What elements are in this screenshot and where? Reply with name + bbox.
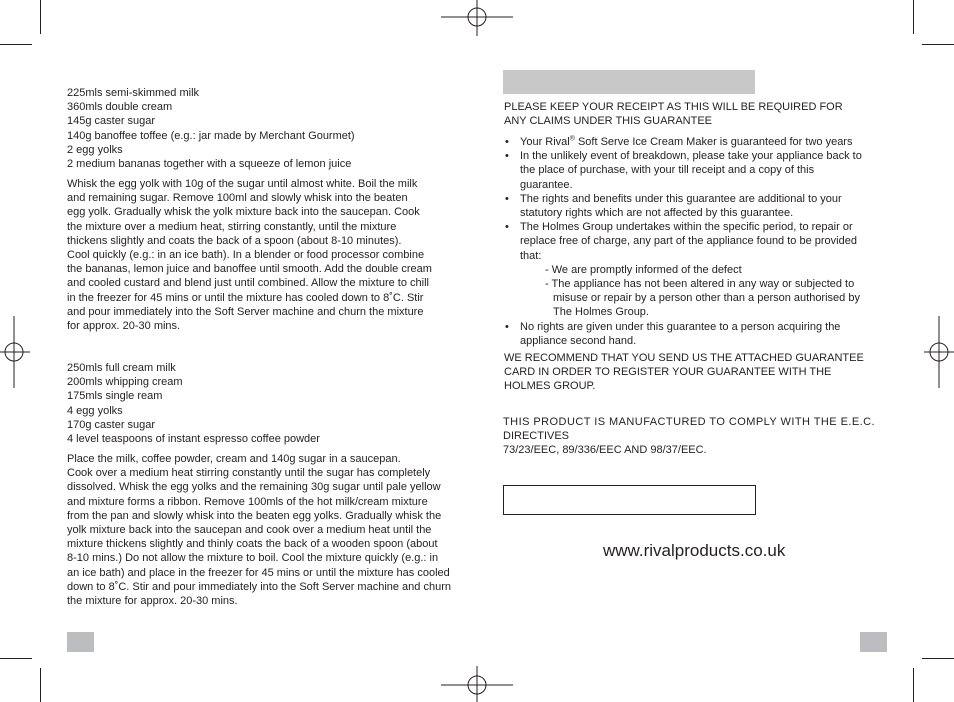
bullet-item: • The Holmes Group undertakes within the specific period, to repair or replace free of charge, any part of the appliance found to be provided that: - We are promptly informed of the defect - The appliance has not been altered in any way or subjected to misuse or repair by a person other than a person authorised by The Holmes Group. xyxy=(505,221,860,319)
registration-mark-bottom xyxy=(441,666,513,702)
condition-item: - We are promptly informed of the defect xyxy=(545,263,742,276)
empty-box xyxy=(503,485,756,515)
notice-line: DIRECTIVES xyxy=(503,430,570,443)
registration-mark-top xyxy=(441,0,513,40)
method-paragraph-2 xyxy=(67,452,451,608)
condition-item: misuse or repair by a person other than a person authorised by xyxy=(553,292,860,305)
method-paragraph-1 xyxy=(67,177,432,333)
bullet-mark: • xyxy=(505,221,509,234)
registration-mark-left xyxy=(0,316,30,388)
ingredient-item: 2 egg yolks xyxy=(67,143,123,156)
method-line: and pour immediately into the Soft Server machine and churn the mixture xyxy=(67,305,424,318)
ingredient-item: 200mls whipping cream xyxy=(67,376,183,389)
notice-line: WE RECOMMEND THAT YOU SEND US THE ATTACHED GUARANTEE xyxy=(504,352,864,364)
notice-line: ANY CLAIMS UNDER THIS GUARANTEE xyxy=(504,115,713,128)
notice-line: 73/23/EEC, 89/336/EEC AND 98/37/EEC. xyxy=(503,444,707,457)
method-line: down to 8˚C. Stir and pour immediately into the Soft Server machine and churn xyxy=(67,580,451,593)
notice-line: THIS PRODUCT IS MANUFACTURED TO COMPLY WITH THE E.E.C. xyxy=(503,416,876,428)
recommend-notice xyxy=(504,351,864,394)
ingredient-item: 170g caster sugar xyxy=(67,418,156,431)
notice-line: HOLMES GROUP. xyxy=(504,380,596,393)
method-line: mixture thickens slightly and thinly coats the back of a wooden spoon (about xyxy=(67,538,438,551)
ingredient-item: 140g banoffee toffee (e.g.: jar made by Merchant Gourmet) xyxy=(67,129,355,142)
bullet-item: • No rights are given under this guarantee to a person acquiring the appliance second hand. xyxy=(505,320,841,347)
guarantee-terms xyxy=(503,135,862,348)
method-line: yolk mixture back into the saucepan and cook over a medium heat until the xyxy=(67,524,432,537)
method-line: for approx. 20-30 mins. xyxy=(67,320,181,333)
page-number-tab-left xyxy=(67,632,94,652)
bullet-item: • In the unlikely event of breakdown, please take your appliance back to the place of purchase, with your till receipt and a copy of this guarantee. xyxy=(505,150,862,191)
ingredient-item: 2 medium bananas together with a squeeze of lemon juice xyxy=(67,158,352,171)
method-line: the mixture over a medium heat, stirring constantly, until the mixture xyxy=(67,220,397,233)
method-line: Cool quickly (e.g.: in an ice bath). In a blender or food processor combine xyxy=(67,249,425,262)
ingredient-item: 250mls full cream milk xyxy=(67,362,176,374)
notice-line: PLEASE KEEP YOUR RECEIPT AS THIS WILL BE REQUIRED FOR xyxy=(504,101,843,113)
method-line: 8-10 mins.) Do not allow the mixture to boil. Cool the mixture quickly (e.g.: in xyxy=(67,552,439,565)
bullet-mark: • xyxy=(505,320,509,333)
ingredient-item: 145g caster sugar xyxy=(67,115,156,128)
ingredient-item: 225mls semi-skimmed milk xyxy=(67,87,200,99)
method-line: egg yolk. Gradually whisk the yolk mixture back into the saucepan. Cook xyxy=(67,206,420,219)
bullet-item: • Your Rival® Soft Serve Ice Cream Maker is guaranteed for two years xyxy=(505,135,853,148)
bullet-mark: • xyxy=(505,192,509,205)
method-line: dissolved. Whisk the egg yolks and the remaining 30g sugar until pale yellow xyxy=(67,481,441,494)
method-line: an ice bath) and place in the freezer for 45 mins or until the mixture has cooled xyxy=(67,566,450,579)
ingredient-item: 175mls single ream xyxy=(67,390,163,403)
method-line: from the pan and slowly whisk into the beaten egg yolks. Gradually whisk the xyxy=(67,509,442,522)
website-link[interactable]: www.rivalproducts.co.uk xyxy=(603,541,786,560)
eec-compliance xyxy=(503,415,875,458)
receipt-notice xyxy=(504,100,843,128)
page-number-tab-right xyxy=(860,632,887,652)
bullet-mark: • xyxy=(505,136,509,148)
method-line: thickens slightly and coats the back of a spoon (about 8-10 minutes). xyxy=(67,234,402,247)
ingredient-item: 4 egg yolks xyxy=(67,404,123,417)
method-line: Place the milk, coffee powder, cream and 140g sugar in a saucepan. xyxy=(67,453,401,465)
bullet-mark: • xyxy=(505,150,509,163)
ingredient-item: 360mls double cream xyxy=(67,101,173,114)
method-line: Cook over a medium heat stirring constantly until the sugar has completely xyxy=(67,467,431,480)
heading-bar xyxy=(503,70,755,94)
condition-item: - The appliance has not been altered in any way or subjected to xyxy=(545,278,855,291)
method-line: and cooled custard and blend just until combined. Allow the mixture to chill xyxy=(67,277,429,290)
method-line: the bananas, lemon juice and banoffee until smooth. Add the double cream xyxy=(67,263,432,276)
bullet-item: • The rights and benefits under this guarantee are additional to your statutory rights which are not affected by this guarantee. xyxy=(505,192,842,220)
method-line: and remaining sugar. Remove 100ml and slowly whisk into the beaten xyxy=(67,192,408,205)
ingredient-item: 4 level teaspoons of instant espresso coffee powder xyxy=(67,433,320,446)
ingredients-list-2 xyxy=(67,361,320,446)
method-line: the mixture for approx. 20-30 mins. xyxy=(67,595,238,608)
method-line: Whisk the egg yolk with 10g of the sugar until almost white. Boil the milk xyxy=(67,178,418,190)
method-line: and mixture forms a ribbon. Remove 100mls of the hot milk/cream mixture xyxy=(67,495,428,508)
condition-item: The Holmes Group. xyxy=(553,306,649,319)
notice-line: CARD IN ORDER TO REGISTER YOUR GUARANTEE WITH THE xyxy=(504,366,832,379)
registration-mark-right xyxy=(924,316,954,388)
method-line: in the freezer for 45 mins or until the mixture has cooled down to 8˚C. Stir xyxy=(67,291,424,304)
ingredients-list-1 xyxy=(67,86,355,171)
